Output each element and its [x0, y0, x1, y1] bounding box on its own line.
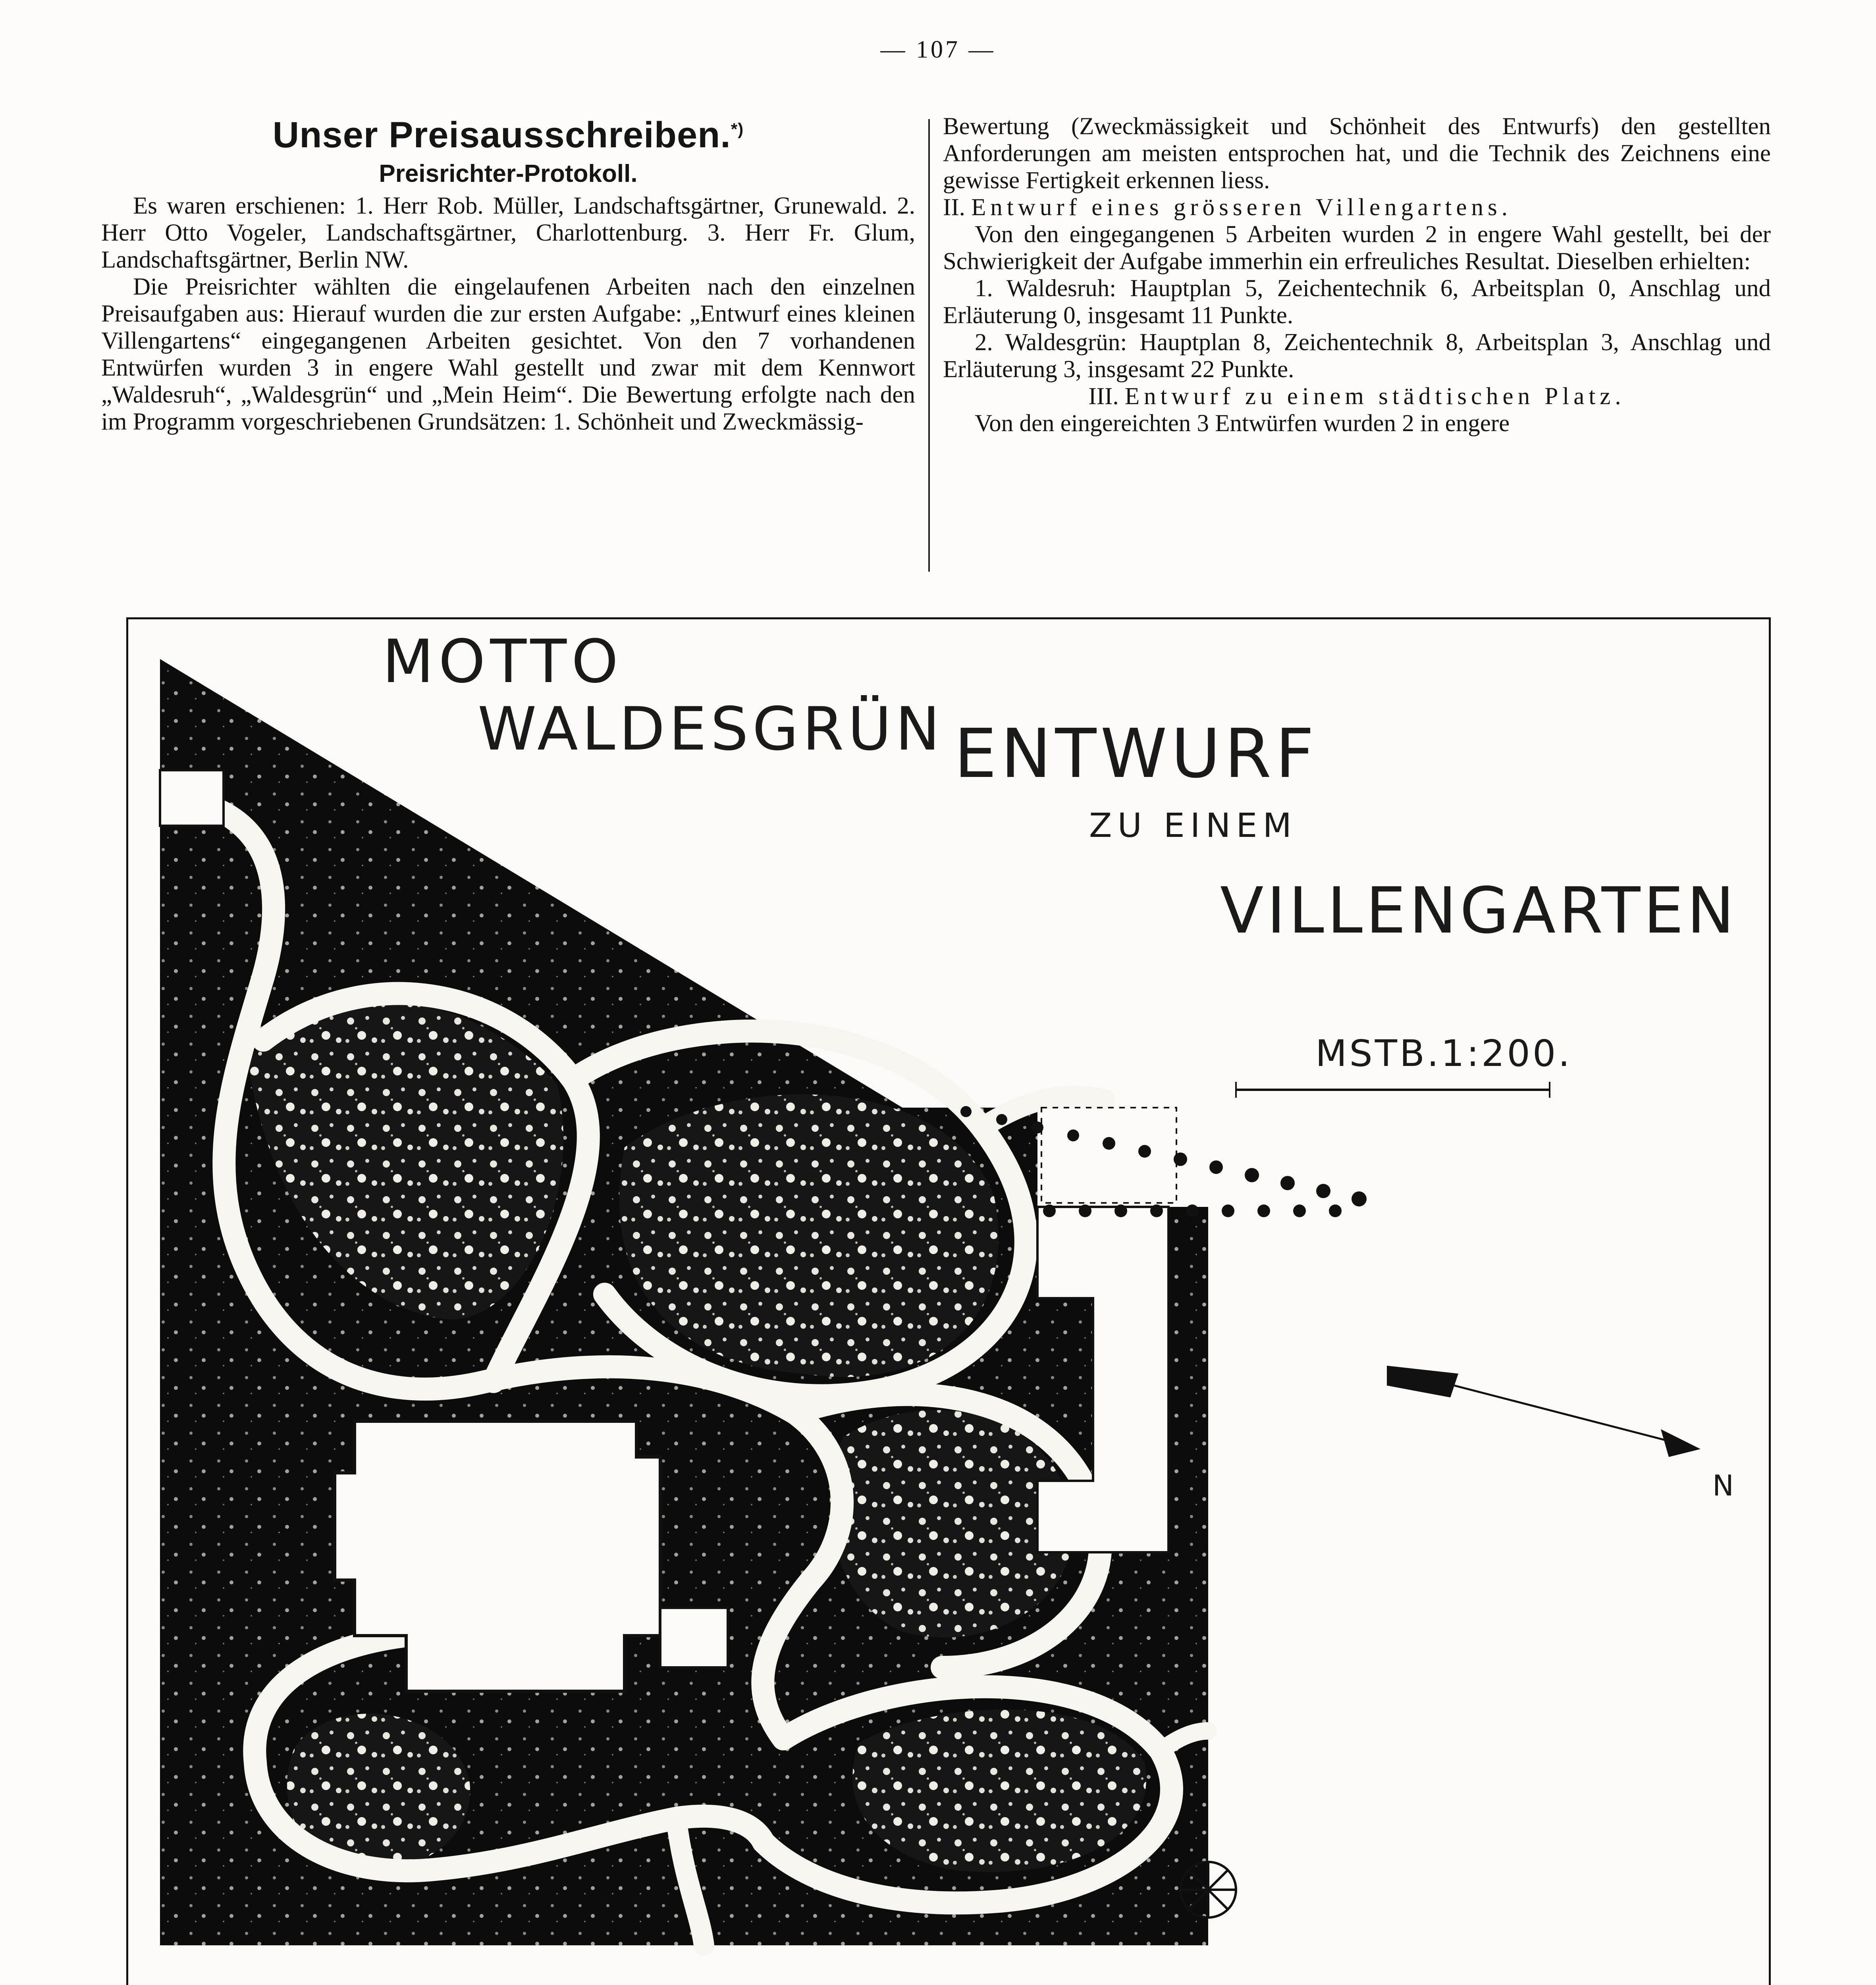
section-heading [943, 194, 1771, 221]
garden-plan-illustration [126, 617, 1771, 1985]
paragraph: 2. Waldesgrün: Hauptplan 8, Zeichentechnik 8, Arbeitsplan 3, Anschlag und Erläuterung 3, insgesamt 22 Punkte. [943, 329, 1771, 383]
plan-motto-name: WALDESGRÜN [478, 695, 944, 764]
paragraph: Von den eingegangenen 5 Arbeiten wurden 2 in engere Wahl gestellt, bei der Schwierigkeit der Aufgabe immerhin ein erfreuliches Resultat. Dieselben erhielten: [943, 221, 1771, 275]
plan-title-line1: ENTWURF [954, 715, 1318, 793]
paragraph: 1. Waldesruh: Hauptplan 5, Zeichentechnik 6, Arbeitsplan 0, Anschlag und Erläuterung 0, insgesamt 11 Punkte. [943, 275, 1771, 329]
paragraph: Es waren erschienen: 1. Herr Rob. Müller, Landschaftsgärtner, Grunewald. 2. Herr Otto Vogeler, Landschaftsgärtner, Charlottenburg. 3. Herr Fr. Glum, Landschaftsgärtner, Berlin NW. [101, 193, 915, 273]
page-number: — 107 — [880, 36, 996, 63]
plan-scale-label: MSTB.1:200. [1315, 1032, 1572, 1075]
column-divider [928, 119, 930, 572]
article-title [101, 113, 915, 157]
plan-title-line3: VILLENGARTEN [1220, 873, 1738, 948]
garden-plan-drawing [128, 619, 1769, 1985]
section-heading [943, 383, 1771, 410]
article-subtitle: Preisrichter-Protokoll. [379, 160, 638, 187]
section-number: III. [1088, 383, 1119, 410]
paragraph: Die Preisrichter wählten die eingelaufenen Arbeiten nach den einzelnen Preisaufgaben aus: Hierauf wurden die zur ersten Aufgabe: „Entwurf eines kleinen Villengartens“ eingegangenen Arbeiten gesichtet. Von den 7 vorhandenen Entwürfen wurden 3 in engere Wahl gestellt und zwar mit dem Kennwort „Waldesruh“, „Waldesgrün“ und „Mein Heim“. Die Bewertung erfolgte nach den im Programm vorgeschriebenen Grundsätzen: 1. Schönheit und Zweckmässig- [101, 274, 915, 435]
paragraph: Von den eingereichten 3 Entwürfen wurden 2 in engere [975, 410, 1510, 437]
footnote-marker: *) [731, 119, 744, 139]
section-title: Entwurf zu einem städtischen Platz. [1124, 383, 1625, 410]
north-arrow-icon [1387, 1366, 1701, 1457]
plan-motto-label: MOTTO [382, 627, 623, 696]
article-title-text: Unser Preisausschreiben. [272, 115, 731, 155]
section-number: II. [943, 194, 965, 221]
column-top-left [101, 113, 915, 436]
plan-north-label: N [1712, 1469, 1734, 1502]
section-title: Entwurf eines grösseren Villengartens. [971, 194, 1512, 221]
compass-rose-icon [1180, 1862, 1236, 1918]
paragraph: Bewertung (Zweckmässigkeit und Schönheit des Entwurfs) den gestellten Anforderungen am meisten entsprochen hat, und die Technik des Zeichnens eine gewisse Fertigkeit erkennen liess. [943, 113, 1771, 194]
plan-title-line2: ZU EINEM [1089, 806, 1297, 845]
column-top-right [943, 113, 1771, 437]
